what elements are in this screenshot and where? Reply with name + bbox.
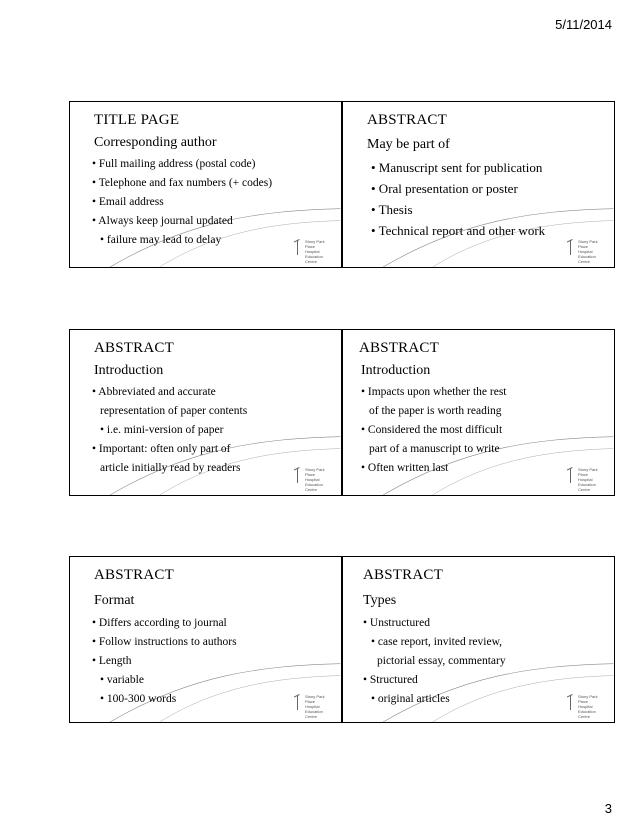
- bullet-item: • failure may lead to delay: [100, 234, 222, 246]
- bullet-item: • Manuscript sent for publication: [371, 160, 543, 175]
- bullet-item: • Unstructured: [363, 617, 430, 629]
- slide-title: ABSTRACT: [359, 340, 439, 356]
- slide-bullet-list: [363, 614, 506, 709]
- logo-icon: [297, 695, 303, 710]
- bullet-item: • Always keep journal updated: [92, 215, 233, 227]
- bullet-item: pictorial essay, commentary: [377, 655, 506, 667]
- slide-title: ABSTRACT: [94, 567, 174, 583]
- bullet-item: of the paper is worth reading: [369, 405, 502, 417]
- bullet-item: • Telephone and fax numbers (+ codes): [92, 177, 273, 189]
- bullet-item: representation of paper contents: [100, 405, 248, 417]
- page-number: 3: [604, 801, 612, 816]
- bullet-item: • Technical report and other work: [371, 223, 546, 238]
- bullet-item: • Length: [92, 655, 132, 667]
- bullet-item: • Impacts upon whether the rest: [361, 386, 507, 398]
- slide-title-page: [69, 101, 342, 268]
- slide-bullet-list: [92, 383, 247, 478]
- logo-icon: [570, 695, 576, 710]
- slide-bullet-list: [92, 155, 272, 250]
- slide-subtitle: Corresponding author: [94, 135, 217, 150]
- bullet-item: • Email address: [92, 196, 164, 208]
- slide-subtitle: Introduction: [361, 363, 431, 378]
- slide-subtitle: Types: [363, 593, 397, 608]
- bullet-item: • Structured: [363, 674, 418, 686]
- logo-icon: [570, 240, 576, 255]
- bullet-item: • original articles: [371, 693, 450, 705]
- slide-abstract-types: [342, 556, 615, 723]
- slide-title: ABSTRACT: [367, 112, 447, 128]
- slide-abstract-format: [69, 556, 342, 723]
- slide-bullet-list: [371, 157, 545, 241]
- hospital-logo: Stony Park Place Hospital Education Centre: [297, 692, 333, 716]
- bullet-item: • case report, invited review,: [371, 636, 503, 648]
- slide-subtitle: Format: [94, 593, 135, 608]
- bullet-item: • Abbreviated and accurate: [92, 386, 216, 398]
- slide-abstract-part-of: [342, 101, 615, 268]
- bullet-item: article initially read by readers: [100, 462, 241, 474]
- bullet-item: • Follow instructions to authors: [92, 636, 237, 648]
- hospital-logo: Stony Park Place Hospital Education Centre: [297, 465, 333, 489]
- logo-icon: [297, 468, 303, 483]
- logo-icon: [570, 468, 576, 483]
- slide-subtitle: May be part of: [367, 137, 450, 152]
- print-date: 5/11/2014: [555, 17, 612, 32]
- bullet-item: • 100-300 words: [100, 693, 177, 705]
- slide-title: ABSTRACT: [94, 340, 174, 356]
- bullet-item: • Thesis: [371, 202, 413, 217]
- slide-abstract-introduction-2: [342, 329, 615, 496]
- bullet-item: • Important: often only part of: [92, 443, 231, 455]
- slide-subtitle: Introduction: [94, 363, 164, 378]
- bullet-item: • Considered the most difficult: [361, 424, 503, 436]
- bullet-item: • variable: [100, 674, 144, 686]
- bullet-item: • i.e. mini-version of paper: [100, 424, 224, 436]
- bullet-item: • Differs according to journal: [92, 617, 227, 629]
- bullet-item: • Often written last: [361, 462, 449, 474]
- slide-title: TITLE PAGE: [94, 112, 180, 128]
- hospital-logo: Stony Park Place Hospital Education Centre: [570, 465, 606, 489]
- slide-abstract-introduction-1: [69, 329, 342, 496]
- hospital-logo: Stony Park Place Hospital Education Centre: [570, 692, 606, 716]
- bullet-item: part of a manuscript to write: [369, 443, 500, 455]
- bullet-item: • Oral presentation or poster: [371, 181, 518, 196]
- slide-bullet-list: [92, 614, 237, 709]
- logo-icon: [297, 240, 303, 255]
- bullet-item: • Full mailing address (postal code): [92, 158, 256, 170]
- slide-bullet-list: [361, 383, 507, 478]
- slide-title: ABSTRACT: [363, 567, 443, 583]
- hospital-logo: Stony Park Place Hospital Education Centre: [297, 237, 333, 261]
- hospital-logo: Stony Park Place Hospital Education Centre: [570, 237, 606, 261]
